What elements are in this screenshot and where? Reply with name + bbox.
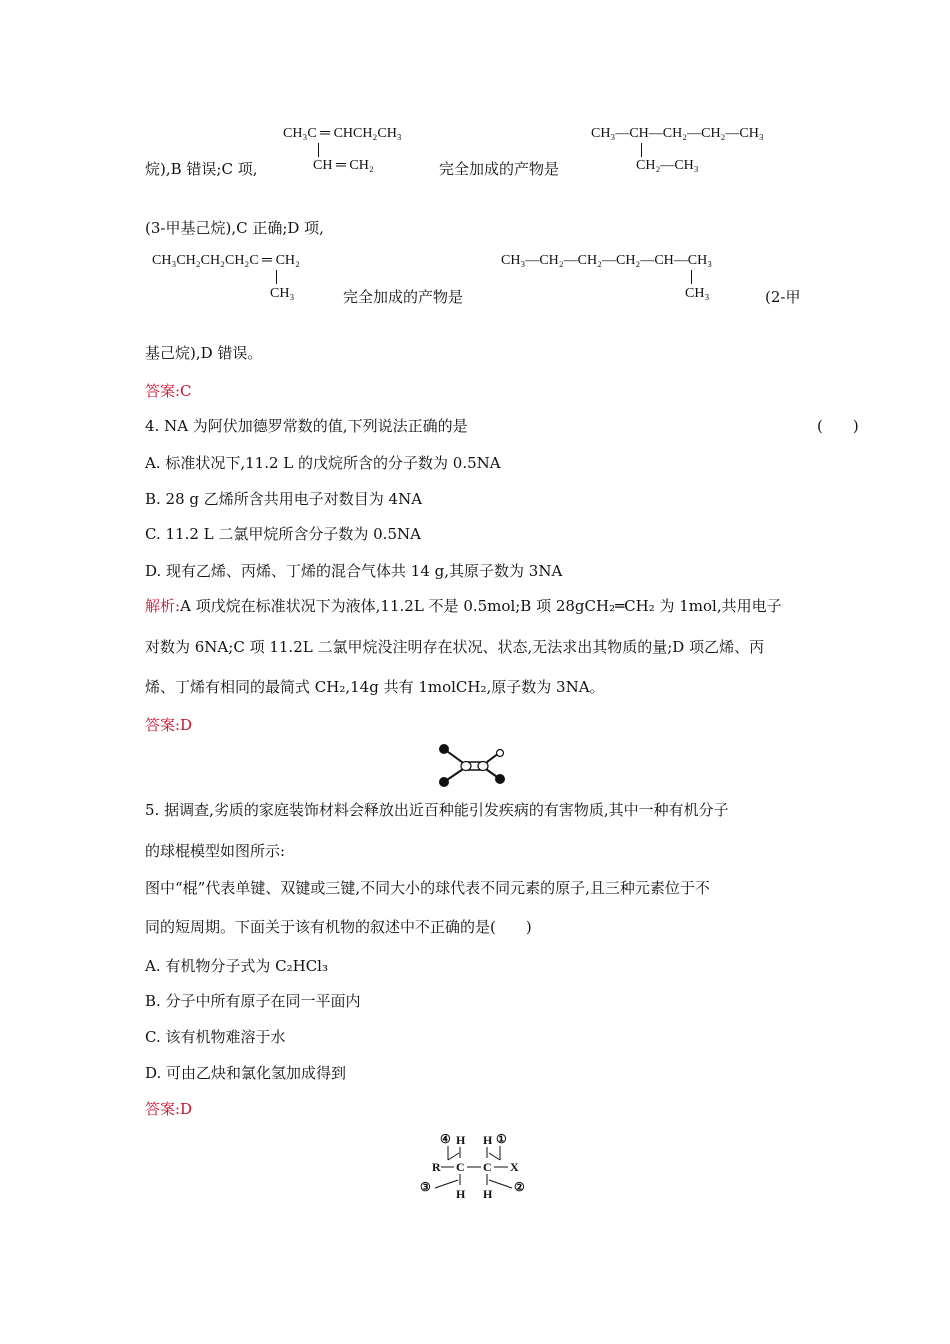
text-line-d-wrong: 基己烷),D 错误。 (145, 344, 263, 362)
chlorine-atom (439, 777, 449, 787)
label-3: ③ (420, 1180, 431, 1194)
h-top-right: H (483, 1133, 493, 1147)
c-product-line2: CH₂—CH₃ (636, 158, 699, 173)
q5-option-d: D. 可由乙炔和氯化氢加成得到 (145, 1064, 347, 1082)
q5-option-c: C. 该有机物难溶于水 (145, 1028, 286, 1046)
q5-option-b: B. 分子中所有原子在同一平面内 (145, 992, 361, 1010)
q5-stem-line2: 的球棍模型如图所示: (145, 842, 286, 860)
q5-stem-line4: 同的短周期。下面关于该有机物的叙述中不正确的是( ) (145, 918, 532, 936)
c-structure-line2: CH ═ CH₂ (313, 158, 374, 173)
h-top-left: H (456, 1133, 466, 1147)
hydrogen-atom (497, 750, 504, 757)
text-addition-product-2: 完全加成的产物是 (343, 288, 464, 306)
analysis-label: 解析: (145, 597, 181, 615)
text-line-c-correct: (3-甲基己烷),C 正确;D 项, (145, 219, 324, 237)
text-line-b-wrong: 烷),B 错误;C 项, (145, 160, 258, 178)
q4-answer-bracket: ( ) (817, 417, 859, 435)
q4-analysis-line2: 对数为 6NA;C 项 11.2L 二氯甲烷没注明存在状况、状态,无法求出其物质的量;D 项乙烯、丙 (145, 638, 765, 656)
h-bottom-left: H (456, 1187, 466, 1201)
d-structure-bond (276, 270, 277, 284)
x-group: X (510, 1160, 519, 1174)
c-structure-bond (318, 143, 319, 157)
d-product-line1: CH₃—CH₂—CH₂—CH₂—CH—CH₃ (501, 253, 713, 268)
c-structure-line1: CH₃C ═ CHCH₂CH₃ (283, 126, 402, 141)
d-structure-line2: CH₃ (270, 286, 295, 301)
q5-stem-line1: 5. 据调查,劣质的家庭装饰材料会释放出近百种能引发疾病的有害物质,其中一种有机分子 (145, 801, 729, 819)
label-4: ④ (440, 1132, 451, 1146)
q5-option-a: A. 有机物分子式为 C₂HCl₃ (145, 957, 328, 975)
answer-q4: 答案:D (145, 716, 193, 734)
chlorine-atom (439, 744, 449, 754)
carbon-atom (461, 762, 471, 771)
chlorine-atom (495, 774, 505, 784)
ball-stick-model (436, 741, 512, 791)
d-product-line2: CH₃ (685, 286, 710, 301)
h-bottom-right: H (483, 1187, 493, 1201)
carbon-atom (478, 762, 488, 771)
carbon-left: C (456, 1160, 465, 1174)
q4-analysis-line1 (145, 596, 782, 616)
analysis-text-1: A 项戊烷在标准状况下为液体,11.2L 不是 0.5mol;B 项 28gCH₂═CH₂ 为 1mol,共用电子 (180, 597, 782, 615)
q4-analysis-line3: 烯、丁烯有相同的最简式 CH₂,14g 共有 1molCH₂,原子数为 3NA。 (145, 678, 605, 696)
q5-stem-line3: 图中“棍”代表单键、双键或三键,不同大小的球代表不同元素的原子,且三种元素位于不 (145, 879, 710, 897)
label-1: ① (496, 1132, 507, 1146)
text-2-methyl-prefix: (2-甲 (765, 288, 801, 306)
c-product-bond (641, 143, 642, 157)
d-structure-line1: CH₃CH₂CH₂CH₂C ═ CH₂ (152, 253, 300, 268)
c-product-line1: CH₃—CH—CH₂—CH₂—CH₃ (591, 126, 764, 141)
label-2: ② (514, 1180, 525, 1194)
q4-option-a: A. 标准状况下,11.2 L 的戊烷所含的分子数为 0.5NA (145, 454, 501, 472)
d-product-bond (691, 270, 692, 284)
q4-option-c: C. 11.2 L 二氯甲烷所含分子数为 0.5NA (145, 525, 421, 543)
r-group: R (432, 1160, 441, 1174)
bond-cleavage-diagram (418, 1128, 533, 1204)
answer-q5: 答案:D (145, 1100, 193, 1118)
q4-stem: 4. NA 为阿伏加德罗常数的值,下列说法正确的是 (145, 417, 468, 435)
text-addition-product-1: 完全加成的产物是 (439, 160, 560, 178)
answer-q3: 答案:C (145, 382, 192, 400)
q4-option-b: B. 28 g 乙烯所含共用电子对数目为 4NA (145, 490, 423, 508)
carbon-right: C (483, 1160, 492, 1174)
q4-option-d: D. 现有乙烯、丙烯、丁烯的混合气体共 14 g,其原子数为 3NA (145, 562, 563, 580)
